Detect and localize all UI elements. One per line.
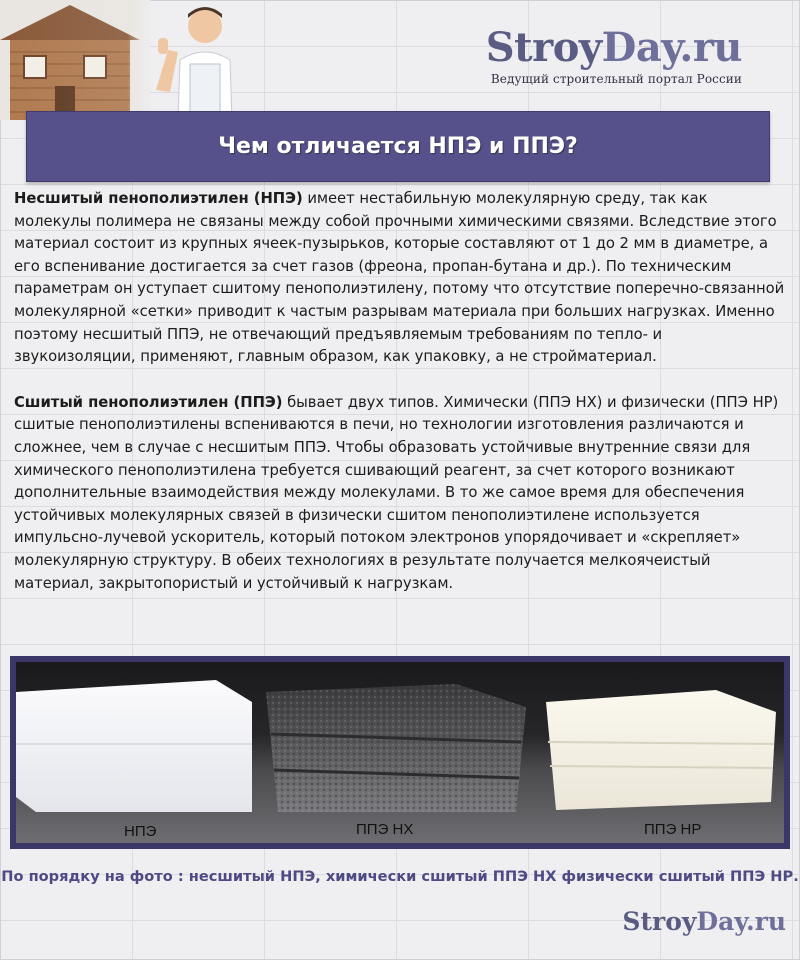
logo-wordmark xyxy=(486,26,742,70)
text-npe: имеет нестабильную молекулярную среду, так как молекулы полимера не связаны между собой прочными химическими связями. Вследствие этого материал состоит из крупных ячеек-пузырьков, которые составляют от 1 до 2 мм в диаметре, а его вспенивание достигается за счет газов (фреона, пропан-бутана и др.). По техническим параметрам он уступает сшитому пенополиэтилену, потому что отсутствие поперечно-связанной молекулярной «сетки» приводит к частым разрывам материала при больших нагрузках. Именно поэтому несшитый ППЭ, не отвечающий предъявляемым требованиям по тепло- и звукоизоляции, применяют, главным образом, как упаковку, а не стройматериал. xyxy=(14,190,785,366)
label-npe: НПЭ xyxy=(124,823,157,840)
footer-logo-part1: Stroy xyxy=(622,907,697,936)
footer-logo[interactable] xyxy=(622,907,786,936)
sample-npe-block xyxy=(16,680,252,812)
photo-caption: По порядку на фото : несшитый НПЭ, химически сшитый ППЭ НХ физически сшитый ППЭ НР. xyxy=(1,868,799,885)
paragraph-ppe xyxy=(14,392,786,595)
foam-samples-image xyxy=(16,662,784,843)
title-banner xyxy=(26,111,770,182)
sample-ppe-nr-block xyxy=(546,690,776,810)
worker-illustration xyxy=(150,0,260,120)
house-illustration xyxy=(0,0,150,120)
term-ppe: Сшитый пенополиэтилен (ППЭ) xyxy=(14,393,283,411)
page-title: Чем отличается НПЭ и ППЭ? xyxy=(218,134,578,159)
site-logo[interactable] xyxy=(486,26,742,86)
logo-part2: Day.ru xyxy=(601,24,742,71)
foam-samples-photo xyxy=(16,662,784,843)
footer-logo-part2: Day.ru xyxy=(696,907,786,936)
text-ppe: бывает двух типов. Химически (ППЭ НХ) и физически (ППЭ НР) сшитые пенополиэтилены вспениваются в печи, но технологии изготовления различаются и сложнее, чем в случае с несшитым ППЭ. Чтобы образовать устойчивые внутренние связи для химического пенополиэтилена требуется сшивающий реагент, за счет которого возникают дополнительные взаимодействия между молекулами. В то же самое время для обеспечения устойчивых молекулярных связей в физически сшитом пенополиэтилене используется импульсно-лучевой ускоритель, который потоком электронов упорядочивает и «скрепляет» молекулярную структуру. В обеих технологиях в результате получается мелкоячеистый материал, закрытопористый и устойчивый к нагрузкам. xyxy=(14,393,779,592)
logo-tagline: Ведущий строительный портал России xyxy=(490,72,742,86)
article-body xyxy=(14,188,786,595)
paragraph-npe xyxy=(14,188,786,369)
photo-frame xyxy=(10,656,790,849)
label-ppe-nr: ППЭ НР xyxy=(644,821,702,838)
logo-part1: Stroy xyxy=(485,24,602,71)
label-ppe-nh: ППЭ НХ xyxy=(356,821,414,838)
term-npe: Несшитый пенополиэтилен (НПЭ) xyxy=(14,190,303,207)
